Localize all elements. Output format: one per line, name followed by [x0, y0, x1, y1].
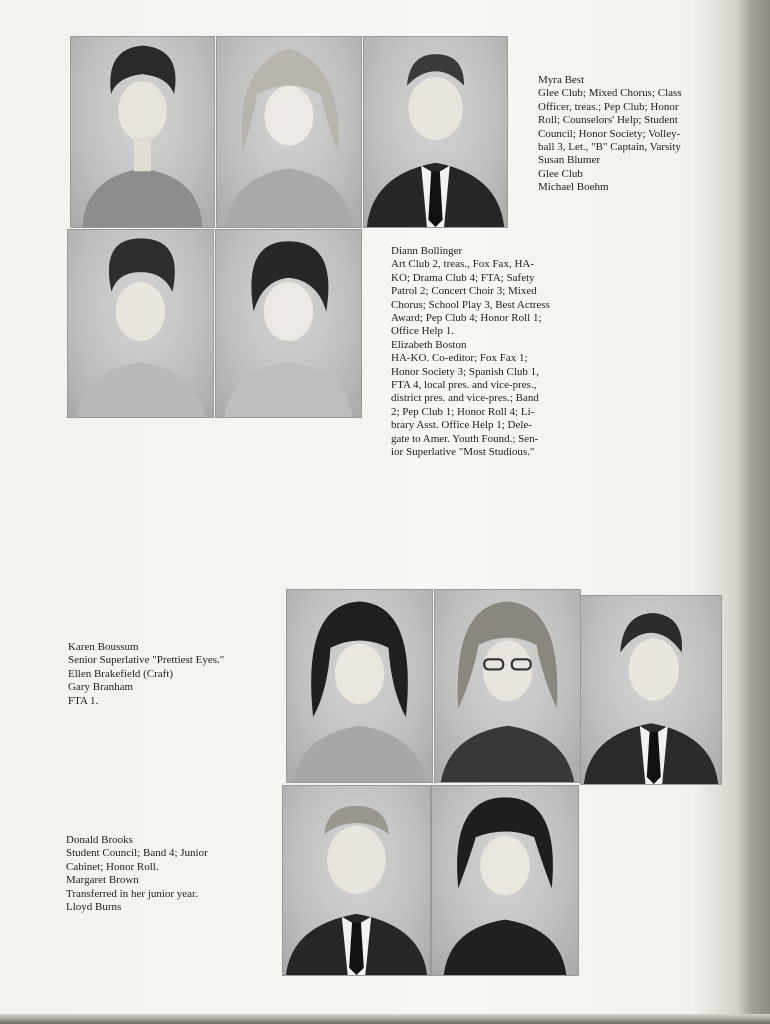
caption-group-3 — [68, 641, 224, 708]
portrait-gary-branham — [580, 595, 722, 785]
activity-line: Officer, treas.; Pep Club; Honor — [538, 100, 679, 113]
activity-line: Senior Superlative "Prettiest Eyes." — [68, 654, 225, 667]
activity-line: Glee Club; Mixed Chorus; Class — [538, 87, 682, 100]
activity-line: Chorus; School Play 3, Best Actress — [391, 298, 550, 311]
activity-line: Cabinet; Honor Roll. — [66, 860, 159, 873]
activity-line: Student Council; Band 4; Junior — [66, 847, 208, 860]
activity-line: KO; Drama Club 4; FTA; Safety — [391, 271, 535, 284]
student-name: Donald Brooks — [66, 834, 133, 846]
student-name: Susan Blumer — [538, 154, 601, 167]
student-name: Margaret Brown — [66, 874, 139, 887]
activity-line: Roll; Counselors' Help; Student — [538, 114, 678, 127]
caption-group-1 — [538, 74, 728, 195]
portrait-karen-boussum — [286, 589, 433, 783]
activity-line: Glee Club — [538, 167, 583, 180]
portrait-elizabeth-boston — [215, 229, 362, 418]
portrait-donald-brooks — [282, 785, 431, 976]
portrait-michael-boehm — [363, 36, 508, 228]
activity-line: gate to Amer. Youth Found.; Sen- — [391, 432, 539, 445]
portrait-margaret-brown — [431, 785, 579, 976]
student-name: Karen Boussum — [68, 641, 139, 653]
student-name: Elizabeth Boston — [391, 338, 467, 351]
student-name: Michael Boehm — [538, 181, 609, 194]
activity-line: Transferred in her junior year. — [66, 887, 198, 900]
activity-line: Honor Society 3; Spanish Club 1, — [391, 365, 539, 378]
activity-line: ball 3, Let., "B" Captain, Varsity — [538, 141, 681, 154]
activity-line: ior Superlative "Most Studious." — [391, 446, 535, 459]
activity-line: HA-KO. Co-editor; Fox Fax 1; — [391, 352, 528, 365]
book-gutter — [736, 0, 770, 1024]
page-bottom-edge — [0, 1014, 770, 1024]
caption-group-2 — [391, 245, 550, 460]
activity-line: district pres. and vice-pres.; Band — [391, 392, 539, 405]
caption-group-4 — [66, 834, 208, 914]
portrait-myra-best — [70, 36, 215, 228]
activity-line: Patrol 2; Concert Choir 3; Mixed — [391, 285, 537, 298]
student-name: Gary Branham — [68, 681, 134, 694]
student-name: Myra Best — [538, 74, 585, 86]
student-name: Diann Bollinger — [391, 245, 463, 257]
activity-line: Art Club 2, treas., Fox Fax, HA- — [391, 258, 534, 271]
student-name: Ellen Brakefield (Craft) — [68, 667, 174, 680]
student-name: Lloyd Burns — [66, 901, 122, 914]
activity-line: Office Help 1. — [391, 325, 455, 338]
activity-line: Award; Pep Club 4; Honor Roll 1; — [391, 312, 542, 325]
activity-line: brary Asst. Office Help 1; Dele- — [391, 419, 532, 432]
activity-line: 2; Pep Club 1; Honor Roll 4; Li- — [391, 405, 535, 418]
portrait-susan-blumer — [216, 36, 362, 228]
portrait-diann-bollinger — [67, 229, 214, 418]
activity-line: Council; Honor Society; Volley- — [538, 127, 681, 140]
portrait-ellen-brakefield — [434, 589, 581, 783]
activity-line: FTA 1. — [68, 694, 99, 707]
activity-line: FTA 4, local pres. and vice-pres., — [391, 379, 537, 392]
